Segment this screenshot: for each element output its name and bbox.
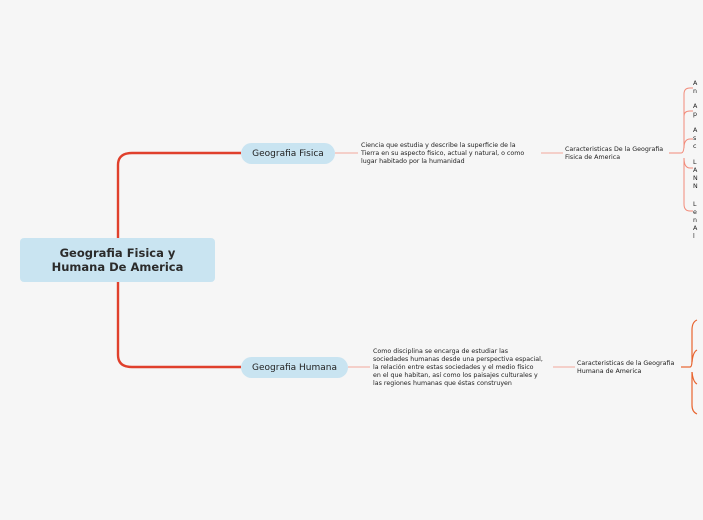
root-topic[interactable]: Geografia Fisica y Humana De America bbox=[20, 238, 215, 282]
fisica-description[interactable]: Ciencia que estudia y describe la superficie de la Tierra en su aspecto fisico, actual y natural, o como lugar habitado por la humanidad bbox=[361, 142, 525, 165]
humana-characteristics[interactable]: Caracteristicas de la Geografia Humana de America bbox=[577, 360, 675, 375]
fisica-subtopic-4[interactable]: L A N N bbox=[693, 159, 698, 190]
branch-geografia-fisica[interactable]: Geografia Fisica bbox=[241, 143, 335, 164]
humana-description[interactable]: Como disciplina se encarga de estudiar las sociedades humanas desde una perspectiva espacial, la relación entre estas sociedades y el medio físico en el que habitan, así como los paisajes culturales y las regiones humanas que éstas construyen bbox=[373, 348, 543, 387]
fisica-characteristics[interactable]: Caracteristicas De la Geografia Fisica de America bbox=[565, 146, 664, 161]
connector-root-humana bbox=[118, 282, 241, 367]
fisica-subtopic-5[interactable]: L e n A l bbox=[693, 201, 698, 240]
connector-root-fisica bbox=[118, 153, 241, 238]
fisica-subtopic-1[interactable]: A n bbox=[693, 80, 698, 95]
fisica-subtopic-2[interactable]: A p bbox=[693, 103, 698, 118]
fisica-subtopic-3[interactable]: A s c bbox=[693, 127, 698, 150]
branch-geografia-humana[interactable]: Geografia Humana bbox=[241, 357, 348, 378]
